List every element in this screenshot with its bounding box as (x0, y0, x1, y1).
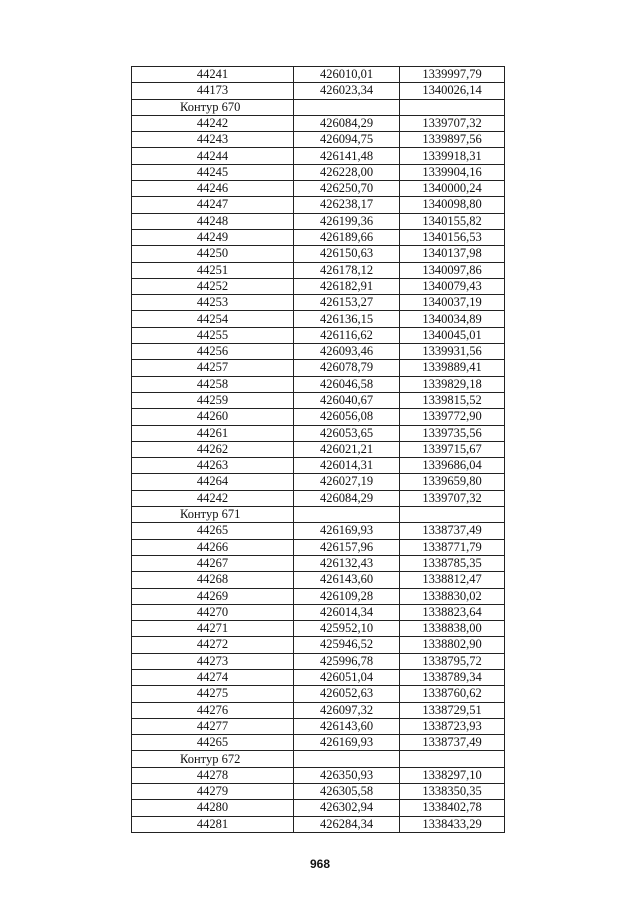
y-coordinate-cell: 1338433,29 (400, 816, 505, 832)
point-id-cell: 44173 (132, 83, 294, 99)
y-coordinate-cell: 1339889,41 (400, 360, 505, 376)
point-row (132, 686, 505, 702)
y-coordinate-cell: 1338350,35 (400, 784, 505, 800)
y-coordinate-cell: 1338297,10 (400, 767, 505, 783)
y-coordinate-cell: 1338812,47 (400, 572, 505, 588)
point-id-cell: 44270 (132, 604, 294, 620)
point-row (132, 327, 505, 343)
y-coordinate-cell: 1338760,62 (400, 686, 505, 702)
point-id-cell: 44248 (132, 213, 294, 229)
point-id-cell: 44264 (132, 474, 294, 490)
point-id-cell: 44246 (132, 181, 294, 197)
point-row (132, 262, 505, 278)
point-id-cell: 44279 (132, 784, 294, 800)
x-coordinate-cell: 426143,60 (294, 718, 400, 734)
x-coordinate-cell: 426157,96 (294, 539, 400, 555)
x-coordinate-cell: 426052,63 (294, 686, 400, 702)
point-id-cell: 44261 (132, 425, 294, 441)
point-row (132, 115, 505, 131)
y-coordinate-cell: 1338785,35 (400, 555, 505, 571)
y-coordinate-cell: 1339707,32 (400, 115, 505, 131)
point-id-cell: 44278 (132, 767, 294, 783)
y-coordinate-cell: 1338830,02 (400, 588, 505, 604)
y-coordinate-cell: 1339931,56 (400, 344, 505, 360)
point-id-cell: 44273 (132, 653, 294, 669)
point-row (132, 490, 505, 506)
empty-cell (294, 751, 400, 767)
y-coordinate-cell: 1340098,80 (400, 197, 505, 213)
point-row (132, 148, 505, 164)
y-coordinate-cell: 1340079,43 (400, 278, 505, 294)
x-coordinate-cell: 426014,31 (294, 458, 400, 474)
y-coordinate-cell: 1338823,64 (400, 604, 505, 620)
y-coordinate-cell: 1339815,52 (400, 392, 505, 408)
point-row (132, 246, 505, 262)
x-coordinate-cell: 426132,43 (294, 555, 400, 571)
y-coordinate-cell: 1340155,82 (400, 213, 505, 229)
y-coordinate-cell: 1339659,80 (400, 474, 505, 490)
point-row (132, 360, 505, 376)
point-row (132, 718, 505, 734)
y-coordinate-cell: 1340045,01 (400, 327, 505, 343)
y-coordinate-cell: 1340026,14 (400, 83, 505, 99)
point-row (132, 637, 505, 653)
x-coordinate-cell: 426228,00 (294, 164, 400, 180)
point-id-cell: 44242 (132, 490, 294, 506)
empty-cell (294, 507, 400, 523)
y-coordinate-cell: 1338723,93 (400, 718, 505, 734)
y-coordinate-cell: 1339735,56 (400, 425, 505, 441)
point-id-cell: 44250 (132, 246, 294, 262)
x-coordinate-cell: 426014,34 (294, 604, 400, 620)
point-row (132, 392, 505, 408)
x-coordinate-cell: 426238,17 (294, 197, 400, 213)
point-id-cell: 44276 (132, 702, 294, 718)
point-row (132, 523, 505, 539)
point-id-cell: 44268 (132, 572, 294, 588)
point-id-cell: 44251 (132, 262, 294, 278)
point-id-cell: 44242 (132, 115, 294, 131)
y-coordinate-cell: 1340097,86 (400, 262, 505, 278)
point-row (132, 197, 505, 213)
point-id-cell: 44243 (132, 132, 294, 148)
y-coordinate-cell: 1340137,98 (400, 246, 505, 262)
x-coordinate-cell: 426051,04 (294, 669, 400, 685)
y-coordinate-cell: 1339897,56 (400, 132, 505, 148)
point-row (132, 181, 505, 197)
x-coordinate-cell: 426046,58 (294, 376, 400, 392)
x-coordinate-cell: 425946,52 (294, 637, 400, 653)
point-id-cell: 44272 (132, 637, 294, 653)
point-row (132, 409, 505, 425)
y-coordinate-cell: 1338402,78 (400, 800, 505, 816)
point-row (132, 539, 505, 555)
y-coordinate-cell: 1338838,00 (400, 621, 505, 637)
y-coordinate-cell: 1339918,31 (400, 148, 505, 164)
point-id-cell: 44263 (132, 458, 294, 474)
y-coordinate-cell: 1339772,90 (400, 409, 505, 425)
point-id-cell: 44277 (132, 718, 294, 734)
point-id-cell: 44267 (132, 555, 294, 571)
point-row (132, 572, 505, 588)
x-coordinate-cell: 426021,21 (294, 441, 400, 457)
empty-cell (400, 507, 505, 523)
point-row (132, 653, 505, 669)
x-coordinate-cell: 426010,01 (294, 67, 400, 83)
y-coordinate-cell: 1338802,90 (400, 637, 505, 653)
x-coordinate-cell: 426141,48 (294, 148, 400, 164)
point-row (132, 67, 505, 83)
point-id-cell: 44265 (132, 735, 294, 751)
contour-label: Контур 671 (132, 507, 294, 523)
point-row (132, 555, 505, 571)
y-coordinate-cell: 1340034,89 (400, 311, 505, 327)
y-coordinate-cell: 1339829,18 (400, 376, 505, 392)
coordinates-table (131, 66, 505, 833)
y-coordinate-cell: 1339707,32 (400, 490, 505, 506)
point-id-cell: 44249 (132, 229, 294, 245)
point-row (132, 441, 505, 457)
x-coordinate-cell: 426109,28 (294, 588, 400, 604)
point-row (132, 767, 505, 783)
x-coordinate-cell: 426056,08 (294, 409, 400, 425)
point-row (132, 344, 505, 360)
point-id-cell: 44247 (132, 197, 294, 213)
point-id-cell: 44244 (132, 148, 294, 164)
point-id-cell: 44245 (132, 164, 294, 180)
x-coordinate-cell: 426150,63 (294, 246, 400, 262)
x-coordinate-cell: 426169,93 (294, 523, 400, 539)
point-id-cell: 44280 (132, 800, 294, 816)
contour-header-row (132, 99, 505, 115)
point-id-cell: 44255 (132, 327, 294, 343)
point-id-cell: 44254 (132, 311, 294, 327)
y-coordinate-cell: 1339715,67 (400, 441, 505, 457)
x-coordinate-cell: 426040,67 (294, 392, 400, 408)
point-id-cell: 44253 (132, 295, 294, 311)
y-coordinate-cell: 1338737,49 (400, 735, 505, 751)
point-row (132, 376, 505, 392)
x-coordinate-cell: 426189,66 (294, 229, 400, 245)
contour-label: Контур 670 (132, 99, 294, 115)
x-coordinate-cell: 426350,93 (294, 767, 400, 783)
point-row (132, 702, 505, 718)
x-coordinate-cell: 426143,60 (294, 572, 400, 588)
x-coordinate-cell: 426136,15 (294, 311, 400, 327)
x-coordinate-cell: 426250,70 (294, 181, 400, 197)
point-id-cell: 44274 (132, 669, 294, 685)
x-coordinate-cell: 425952,10 (294, 621, 400, 637)
y-coordinate-cell: 1340037,19 (400, 295, 505, 311)
point-id-cell: 44252 (132, 278, 294, 294)
x-coordinate-cell: 426094,75 (294, 132, 400, 148)
point-id-cell: 44269 (132, 588, 294, 604)
x-coordinate-cell: 426093,46 (294, 344, 400, 360)
y-coordinate-cell: 1338737,49 (400, 523, 505, 539)
point-row (132, 816, 505, 832)
point-row (132, 295, 505, 311)
point-id-cell: 44259 (132, 392, 294, 408)
y-coordinate-cell: 1338789,34 (400, 669, 505, 685)
point-row (132, 588, 505, 604)
point-row (132, 621, 505, 637)
x-coordinate-cell: 426284,34 (294, 816, 400, 832)
point-id-cell: 44271 (132, 621, 294, 637)
point-id-cell: 44266 (132, 539, 294, 555)
x-coordinate-cell: 426305,58 (294, 784, 400, 800)
y-coordinate-cell: 1338795,72 (400, 653, 505, 669)
point-id-cell: 44265 (132, 523, 294, 539)
x-coordinate-cell: 426053,65 (294, 425, 400, 441)
y-coordinate-cell: 1338729,51 (400, 702, 505, 718)
x-coordinate-cell: 426178,12 (294, 262, 400, 278)
point-row (132, 132, 505, 148)
x-coordinate-cell: 426182,91 (294, 278, 400, 294)
point-row (132, 669, 505, 685)
x-coordinate-cell: 426169,93 (294, 735, 400, 751)
point-id-cell: 44258 (132, 376, 294, 392)
x-coordinate-cell: 425996,78 (294, 653, 400, 669)
point-row (132, 784, 505, 800)
point-id-cell: 44262 (132, 441, 294, 457)
x-coordinate-cell: 426199,36 (294, 213, 400, 229)
contour-header-row (132, 507, 505, 523)
x-coordinate-cell: 426027,19 (294, 474, 400, 490)
x-coordinate-cell: 426023,34 (294, 83, 400, 99)
page-number: 968 (309, 857, 331, 871)
x-coordinate-cell: 426097,32 (294, 702, 400, 718)
y-coordinate-cell: 1339686,04 (400, 458, 505, 474)
point-row (132, 425, 505, 441)
point-row (132, 311, 505, 327)
y-coordinate-cell: 1340156,53 (400, 229, 505, 245)
contour-label: Контур 672 (132, 751, 294, 767)
x-coordinate-cell: 426084,29 (294, 115, 400, 131)
x-coordinate-cell: 426302,94 (294, 800, 400, 816)
point-row (132, 278, 505, 294)
point-id-cell: 44281 (132, 816, 294, 832)
point-row (132, 800, 505, 816)
coordinates-table-body (132, 67, 505, 833)
point-id-cell: 44275 (132, 686, 294, 702)
point-row (132, 229, 505, 245)
point-id-cell: 44241 (132, 67, 294, 83)
x-coordinate-cell: 426078,79 (294, 360, 400, 376)
x-coordinate-cell: 426084,29 (294, 490, 400, 506)
point-row (132, 735, 505, 751)
point-row (132, 604, 505, 620)
point-row (132, 474, 505, 490)
point-row (132, 458, 505, 474)
y-coordinate-cell: 1340000,24 (400, 181, 505, 197)
x-coordinate-cell: 426116,62 (294, 327, 400, 343)
point-row (132, 83, 505, 99)
y-coordinate-cell: 1339904,16 (400, 164, 505, 180)
point-id-cell: 44256 (132, 344, 294, 360)
point-row (132, 213, 505, 229)
empty-cell (400, 751, 505, 767)
x-coordinate-cell: 426153,27 (294, 295, 400, 311)
empty-cell (294, 99, 400, 115)
y-coordinate-cell: 1339997,79 (400, 67, 505, 83)
point-id-cell: 44257 (132, 360, 294, 376)
point-row (132, 164, 505, 180)
empty-cell (400, 99, 505, 115)
point-id-cell: 44260 (132, 409, 294, 425)
contour-header-row (132, 751, 505, 767)
y-coordinate-cell: 1338771,79 (400, 539, 505, 555)
